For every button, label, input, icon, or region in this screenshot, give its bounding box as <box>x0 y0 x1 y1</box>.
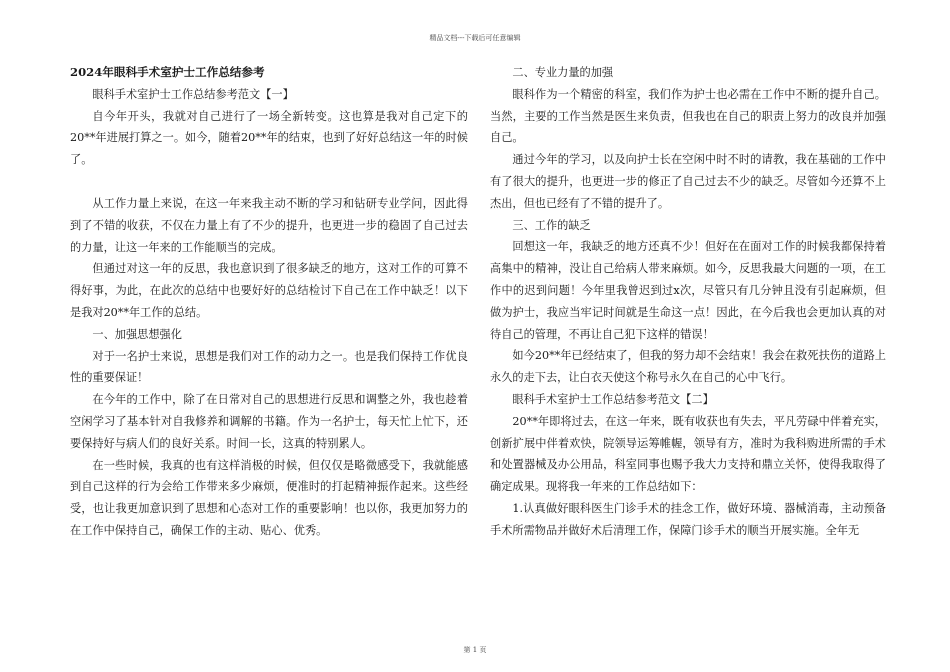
paragraph: 在一些时候，我真的也有这样消极的时候，但仅仅是略微感受下，我就能感到自己这样的行为会给工作带来多少麻烦，便准时的打起精神振作起来。这些经受，也让我更加意识到了思想和心态对工作的重要影响！也以你，我更加努力的在工作中保持自己，确保工作的主动、贴心、优秀。 <box>70 458 468 537</box>
paragraph: 但通过对这一年的反思，我也意识到了很多缺乏的地方，这对工作的可算不得好事，为此，在此次的总结中也要好好的总结检讨下自己在工作中缺乏！以下是我对20**年工作的总结。 <box>70 262 468 319</box>
document-title: 2024年眼科手术室护士工作总结参考 <box>70 65 265 79</box>
section-heading: 三、工作的缺乏 <box>512 218 591 232</box>
paragraph: 从工作力量上来说，在这一年来我主动不断的学习和钻研专业学问，因此得到了不错的收获，不仅在力量上有了不少的提升，也更进一步的稳固了自己过去的力量，让这一年来的工作能顺当的完成。 <box>70 196 468 254</box>
section-heading: 二、专业力量的加强 <box>512 66 614 79</box>
paragraph: 20**年即将过去，在这一年来，既有收获也有失去，平凡劳碌中伴着充实，创新扩展中伴着欢快，院领导运筹帷幄，领导有方，准时为我科购进所需的手术和处置器械及办公用品，科室同事也赐予我大力支持和鼎立关怀，使得我取得了确定成果。现将我一年来的工作总结如下： <box>490 414 886 494</box>
paragraph: 在今年的工作中，除了在日常对自己的思想进行反思和调整之外，我也趁着空闲学习了基本针对自我修养和调解的书籍。作为一名护士，每天忙上忙下，还要保持好与病人们的良好关系。时间一长，这真的特别累人。 <box>70 393 468 450</box>
right-column <box>490 62 886 542</box>
paragraph: 眼科作为一个精密的科室，我们作为护士也必需在工作中不断的提升自己。当然，主要的工作当然是医生来负责，但我也在自己的职责上努力的改良并加强自己。 <box>490 87 886 145</box>
section-heading: 眼科手术室护士工作总结参考范文【一】 <box>92 87 294 101</box>
paragraph: 回想这一年，我缺乏的地方还真不少！但好在在面对工作的时候我都保持着高集中的精神，没让自己给病人带来麻烦。如今，反思我最大问题的一项，在工作中的迟到问题！今年里我曾迟到过x次，尽管只有几分钟且没有引起麻烦，但做为护士，我应当牢记时间就是生命这一点！因此，在今后我也会更加认真的对待自己的管理，不再让自己犯下这样的错误！ <box>490 240 886 341</box>
paragraph: 通过今年的学习，以及向护士长在空闲中时不时的请教，我在基础的工作中有了很大的提升，也更进一步的修正了自己过去不少的缺乏。尽管如今还算不上杰出，但也已经有了不错的提升了。 <box>490 153 886 210</box>
paragraph: 如今20**年已经结束了，但我的努力却不会结束！我会在救死扶伤的道路上永久的走下去，让白衣天使这个称号永久在自己的心中飞行。 <box>490 349 886 385</box>
paragraph: 1.认真做好眼科医生门诊手术的挂念工作，做好环境、器械消毒，主动预备手术所需物品并做好术后清理工作，保障门诊手术的顺当开展实施。全年无 <box>490 501 886 537</box>
section-heading: 一、加强思想强化 <box>92 327 182 341</box>
page-number: 第 1 页 <box>463 646 487 654</box>
paragraph: 自今年开头，我就对自己进行了一场全新转变。这也算是我对自己定下的20**年进展打算之一。如今，随着20**年的结束，也到了好好总结这一年的时候了。 <box>70 109 468 167</box>
paragraph: 对于一名护士来说，思想是我们对工作的动力之一。也是我们保持工作优良性的重要保证！ <box>70 349 468 385</box>
page-header-note: 精品文档---下载后可任意编辑 <box>429 34 521 42</box>
blank-line <box>70 171 468 193</box>
left-column <box>70 62 468 542</box>
section-heading: 眼科手术室护士工作总结参考范文【二】 <box>512 392 714 406</box>
